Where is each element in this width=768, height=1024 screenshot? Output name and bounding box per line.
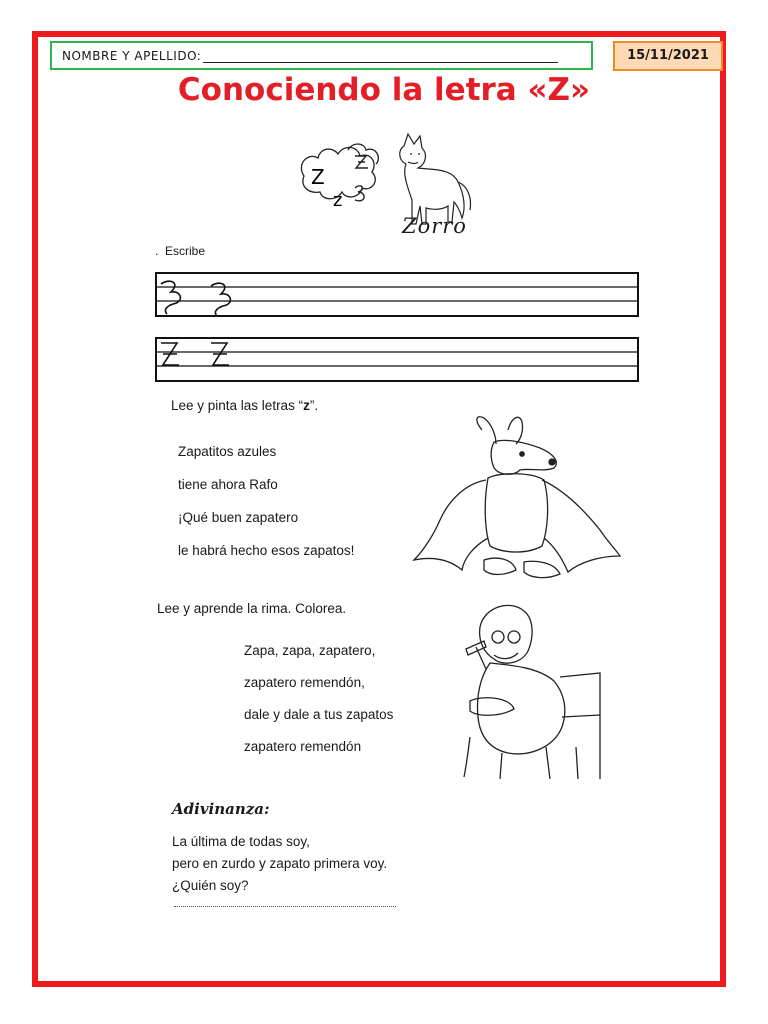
- shoemaker-body: [478, 663, 565, 754]
- riddle-line: pero en zurdo y zapato primera voy.: [172, 856, 388, 871]
- cursive-z-sample: [161, 281, 180, 314]
- cloud-letter-upper: Z: [311, 165, 325, 189]
- shoemaker-illustration: [450, 597, 602, 779]
- riddle-line: ¿Quién soy?: [172, 878, 249, 893]
- bat-shoe-right: [524, 561, 560, 577]
- bat-body: [485, 474, 547, 552]
- reading-instruction-letter: z: [303, 398, 310, 413]
- name-blank-line[interactable]: [203, 49, 558, 63]
- reading-instruction-end: ”.: [309, 398, 319, 413]
- fox-icon: [400, 134, 471, 224]
- bat-ear-left: [477, 417, 496, 444]
- chair-icon: [546, 673, 600, 779]
- poem-line: ¡Qué buen zapatero: [178, 510, 299, 525]
- date-badge: 15/11/2021: [613, 41, 723, 71]
- writing-instruction-text: Escribe: [165, 244, 206, 258]
- writing-lines-cursive-lower: [155, 272, 639, 318]
- writing-lines-cursive-upper: [155, 337, 639, 383]
- bat-wing-left: [414, 480, 488, 570]
- bat-head: [491, 440, 556, 474]
- rhyme-line: zapatero remendón: [244, 739, 362, 754]
- cursive-z-sample: [161, 343, 179, 365]
- rhyme-block: [244, 643, 393, 771]
- cursive-z-sample: [211, 283, 230, 316]
- poem-line: Zapatitos azules: [178, 444, 277, 459]
- bat-wing-right: [542, 480, 620, 572]
- bat-illustration: [404, 410, 622, 590]
- riddle-line: La última de todas soy,: [172, 834, 310, 849]
- poem-line: tiene ahora Rafo: [178, 477, 278, 492]
- bat-shoe-left: [484, 558, 516, 574]
- riddle-block: [172, 831, 387, 897]
- rhyme-line: dale y dale a tus zapatos: [244, 707, 394, 722]
- writing-instruction: [155, 244, 205, 258]
- poem-block: [178, 444, 354, 576]
- cloud-letter-lower: z: [333, 190, 343, 211]
- rhyme-instruction: Lee y aprende la rima. Colorea.: [157, 601, 347, 616]
- bullet-dot: .: [155, 244, 166, 258]
- cursive-z-marks: [355, 156, 368, 201]
- name-field[interactable]: [50, 41, 593, 70]
- shoemaker-head: [480, 605, 532, 663]
- reading-instruction-text: Lee y pinta las letras “: [171, 398, 304, 413]
- riddle-title: Adivinanza:: [172, 800, 270, 818]
- name-label: NOMBRE Y APELLIDO:: [62, 49, 202, 63]
- glasses-icon: [492, 631, 504, 643]
- hero-word: Zorro: [402, 214, 467, 238]
- shoe-in-hand: [470, 698, 514, 716]
- cursive-z-sample: [211, 343, 229, 365]
- page-title: Conociendo la letra «Z»: [177, 72, 591, 108]
- rhyme-line: Zapa, zapa, zapatero,: [244, 643, 376, 658]
- bat-ear-right: [508, 417, 523, 444]
- answer-dotted-line[interactable]: [174, 906, 396, 907]
- poem-line: le habrá hecho esos zapatos!: [178, 543, 355, 558]
- hammer-icon: [466, 641, 486, 669]
- rhyme-line: zapatero remendón,: [244, 675, 365, 690]
- reading-instruction: [171, 398, 318, 413]
